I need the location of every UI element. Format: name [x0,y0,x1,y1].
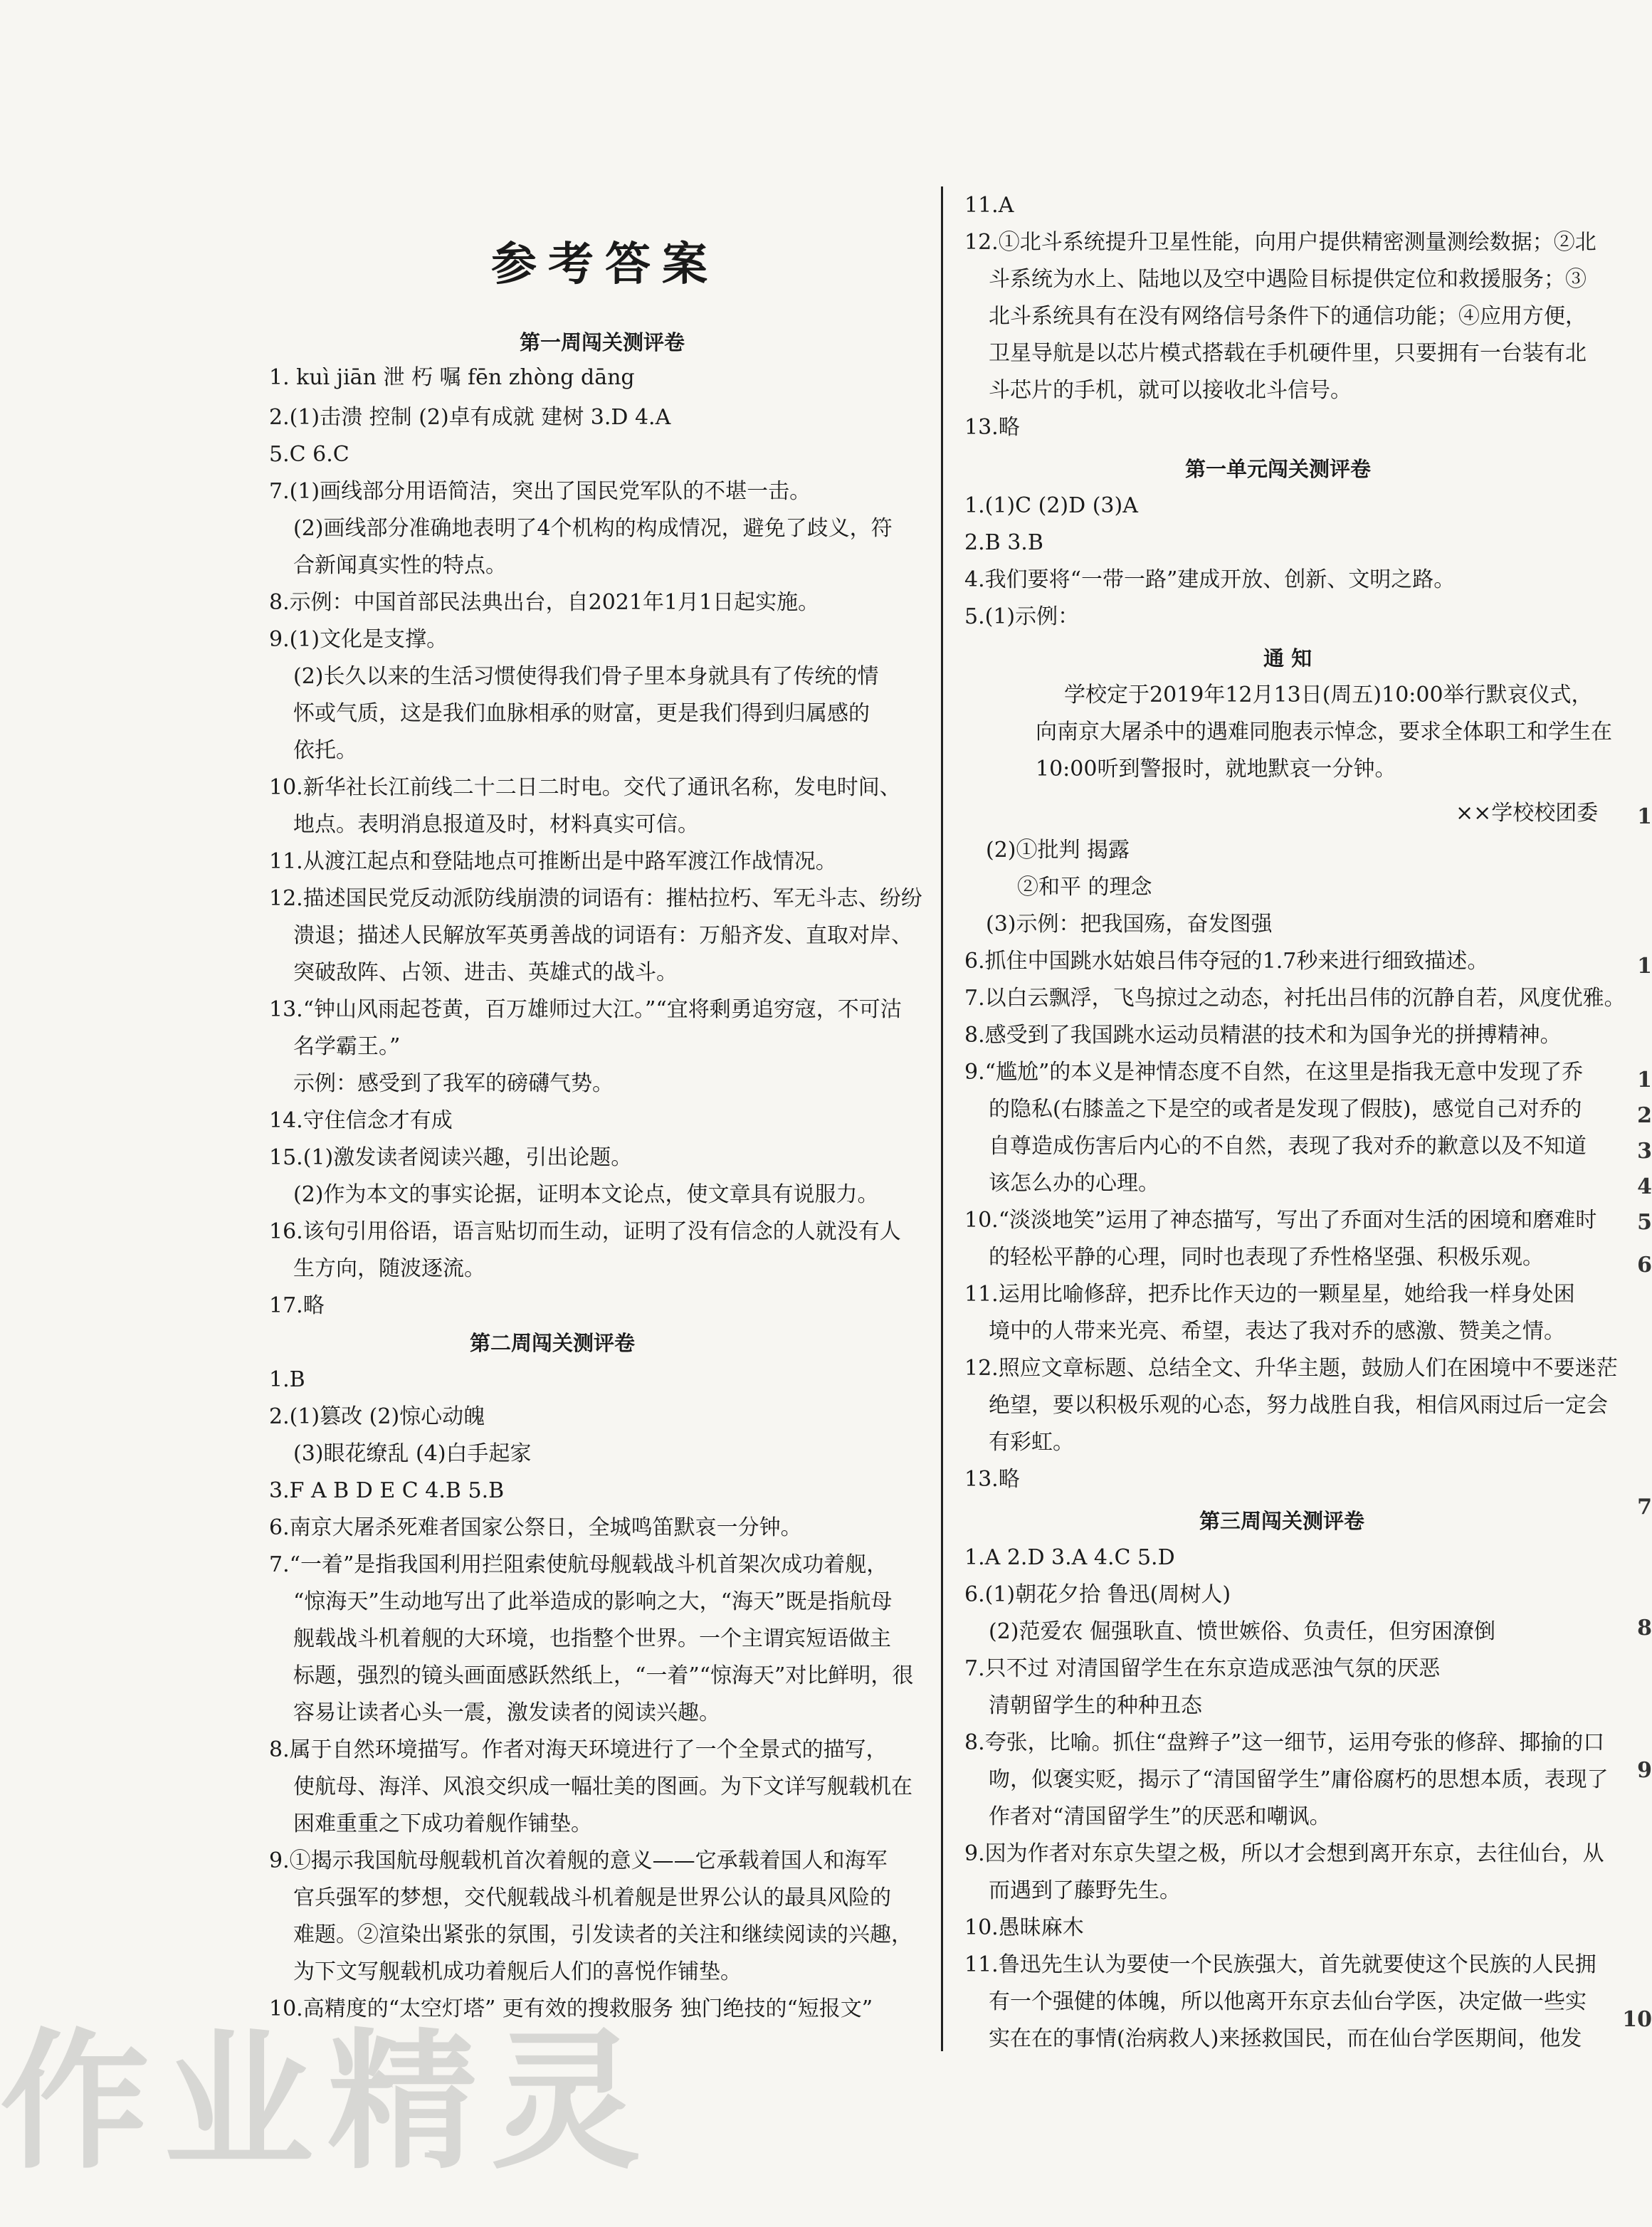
answer-line: 地点。表明消息报道及时，材料真实可信。 [293,812,699,837]
answer-line: “惊海天”生动地写出了此举造成的影响之大，“海天”既是指航母 [293,1589,893,1614]
answer-line: 合新闻真实性的特点。 [293,553,507,578]
answer-line: 有彩虹。 [989,1430,1074,1455]
answer-line: ××学校校团委 [1456,801,1599,826]
answer-line: 13.略 [964,1467,1020,1492]
section-heading: 第三周闯关测评卷 [1199,1509,1365,1533]
answer-line: 依托。 [293,738,357,763]
answer-line: 1.B [269,1367,305,1392]
edge-stub: 1 [1637,954,1652,979]
section-heading: 第一单元闯关测评卷 [1185,457,1372,481]
answer-line: 清朝留学生的种种丑态 [989,1693,1202,1718]
answer-line: 绝望，要以积极乐观的心态，努力战胜自我，相信风雨过后一定会 [989,1393,1608,1418]
answer-line: 9.因为作者对东京失望之极，所以才会想到离开东京，去往仙台，从 [964,1841,1604,1866]
answer-line: 5.C 6.C [269,442,349,467]
answer-line: 8.属于自然环境描写。作者对海天环境进行了一个全景式的描写， [269,1737,888,1762]
answer-line: (2)①批判 揭露 [986,838,1130,863]
answer-line: 11.运用比喻修辞，把乔比作天边的一颗星星，她给我一样身处困 [964,1282,1575,1307]
answer-line: 的隐私(右膝盖之下是空的或者是发现了假肢)，感觉自己对乔的 [989,1097,1582,1122]
answer-line: 13.略 [964,415,1020,440]
answer-line: 向南京大屠杀中的遇难同胞表示悼念，要求全体职工和学生在 [1036,720,1612,744]
answer-line: 2.(1)篡改 (2)惊心动魄 [269,1404,485,1429]
answer-line: 9.“尴尬”的本义是神情态度不自然，在这里是指我无意中发现了乔 [964,1060,1584,1085]
answer-line: 名学霸王。” [293,1034,401,1059]
answer-line: (2)长久以来的生活习惯使得我们骨子里本身就具有了传统的情 [293,664,879,689]
answer-line: 1.(1)C (2)D (3)A [964,493,1138,518]
answer-line: 自尊造成伤害后内心的不自然，表现了我对乔的歉意以及不知道 [989,1134,1587,1159]
answer-line: 13.“钟山风雨起苍黄，百万雄师过大江。”“宜将剩勇追穷寇，不可沽 [269,997,902,1022]
answer-line: 5.(1)示例： [964,604,1080,629]
edge-stub: 6 [1637,1253,1652,1278]
answer-line: 7.(1)画线部分用语简洁，突出了国民党军队的不堪一击。 [269,479,811,504]
answer-line: 突破敌阵、占领、进击、英雄式的战斗。 [293,960,678,985]
answer-line: 使航母、海洋、风浪交织成一幅壮美的图画。为下文详写舰载机在 [293,1774,912,1799]
answer-line: (3)眼花缭乱 (4)白手起家 [293,1441,532,1466]
answer-line: 为下文写舰载机成功着舰后人们的喜悦作铺垫。 [293,1959,742,1984]
answer-line: 17.略 [269,1293,325,1318]
answer-line: (2)作为本文的事实论据，证明本文论点，使文章具有说服力。 [293,1182,879,1207]
answer-line: 学校定于2019年12月13日(周五)10:00举行默哀仪式， [1064,683,1593,707]
answer-line: 7.“一着”是指我国利用拦阻索使航母舰载战斗机首架次成功着舰， [269,1552,888,1577]
answer-line: 生方向，随波逐流。 [293,1256,485,1281]
answer-line: ②和平 的理念 [1017,875,1152,900]
answer-line: 15.(1)激发读者阅读兴趣，引出论题。 [269,1145,633,1170]
answer-line: 11.鲁迅先生认为要使一个民族强大，首先就要使这个民族的人民拥 [964,1952,1596,1977]
edge-stub: 8 [1637,1616,1652,1641]
answer-line: 6.抓住中国跳水姑娘吕伟夺冠的1.7秒来进行细致描述。 [964,949,1489,974]
answer-line: 吻，似褒实贬，揭示了“清国留学生”庸俗腐朽的思想本质，表现了 [989,1767,1609,1792]
answer-line: 10:00听到警报时，就地默哀一分钟。 [1036,757,1396,781]
answer-line: 斗芯片的手机，就可以接收北斗信号。 [989,378,1352,403]
answer-line: 3.F A B D E C 4.B 5.B [269,1478,505,1503]
answer-line: 14.守住信念才有成 [269,1108,453,1133]
edge-stub: 4 [1637,1174,1652,1199]
edge-stub: 1 [1637,1068,1652,1093]
answer-line: 2.(1)击溃 控制 (2)卓有成就 建树 3.D 4.A [269,405,671,430]
answer-line: 1. kuì jiān 泄 朽 嘱 fēn zhòng dāng [269,365,635,390]
section-heading: 第一周闯关测评卷 [520,330,685,354]
answer-line: 该怎么办的心理。 [989,1171,1159,1196]
answer-line: 11.从渡江起点和登陆地点可推断出是中路军渡江作战情况。 [269,849,837,874]
answer-line: 7.以白云飘浮，飞鸟掠过之动态，衬托出吕伟的沉静自若，风度优雅。 [964,986,1626,1011]
answer-line: 难题。②渲染出紧张的氛围，引发读者的关注和继续阅读的兴趣， [293,1922,912,1947]
answer-line: 容易让读者心头一震，激发读者的阅读兴趣。 [293,1700,720,1725]
answer-line: (3)示例：把我国殇，奋发图强 [986,912,1273,937]
answer-line: 溃退；描述人民解放军英勇善战的词语有：万船齐发、直取对岸、 [293,923,912,948]
answer-line: 10.高精度的“太空灯塔” 更有效的搜救服务 独门绝技的“短报文” [269,1996,873,2021]
answer-line: 2.B 3.B [964,530,1043,555]
answer-line: 8.夸张，比喻。抓住“盘辫子”这一细节，运用夸张的修辞、揶揄的口 [964,1730,1605,1755]
answer-line: 困难重重之下成功着舰作铺垫。 [293,1811,592,1836]
answer-line: 16.该句引用俗语，语言贴切而生动，证明了没有信念的人就没有人 [269,1219,901,1244]
answer-line: 北斗系统具有在没有网络信号条件下的通信功能；④应用方便， [989,304,1587,329]
column-divider [941,186,943,2051]
answer-line: 9.(1)文化是支撑。 [269,627,448,652]
answer-line: 有一个强健的体魄，所以他离开东京去仙台学医，决定做一些实 [989,1989,1587,2014]
answer-line: (2)画线部分准确地表明了4个机构的构成情况，避免了歧义，符 [293,516,893,541]
answer-line: 境中的人带来光亮、希望，表达了我对乔的感激、赞美之情。 [989,1319,1565,1344]
section-heading: 第二周闯关测评卷 [470,1331,636,1355]
answer-line: 标题，强烈的镜头画面感跃然纸上，“一着”“惊海天”对比鲜明，很 [293,1663,914,1688]
edge-stub: 7 [1637,1495,1652,1520]
answer-line: 10.新华社长江前线二十二日二时电。交代了通讯名称，发电时间、 [269,775,901,800]
edge-stub: 1 [1637,804,1652,829]
edge-stub: 3 [1637,1139,1652,1164]
edge-stub: 2 [1637,1103,1652,1128]
answer-line: 官兵强军的梦想，交代舰载战斗机着舰是世界公认的最具风险的 [293,1885,891,1910]
answer-line: 作者对“清国留学生”的厌恶和嘲讽。 [989,1804,1331,1829]
page-title: 参考答案 [491,238,719,291]
answer-line: 实在在的事情(治病救人)来拯救国民，而在仙台学医期间，他发 [989,2026,1582,2051]
answer-line: 6.南京大屠杀死难者国家公祭日，全城鸣笛默哀一分钟。 [269,1515,802,1540]
watermark-text: 作业精灵 [0,2015,656,2189]
answer-line: 4.我们要将“一带一路”建成开放、创新、文明之路。 [964,567,1456,592]
answer-line: 12.照应文章标题、总结全文、升华主题，鼓励人们在困境中不要迷茫 [964,1356,1618,1381]
answer-line: 舰载战斗机着舰的大环境，也指整个世界。一个主谓宾短语做主 [293,1626,891,1651]
answer-line: 10.愚昧麻木 [964,1915,1084,1940]
answer-line: 8.示例：中国首部民法典出台，自2021年1月1日起实施。 [269,590,820,615]
answer-line: 11.A [964,193,1014,218]
section-heading: 通 知 [1263,646,1312,670]
edge-stub: 10 [1622,2007,1652,2032]
answer-line: (2)范爱农 倔强耿直、愤世嫉俗、负责任，但穷困潦倒 [989,1619,1496,1644]
answer-line: 6.(1)朝花夕拾 鲁迅(周树人) [964,1582,1231,1607]
answer-line: 而遇到了藤野先生。 [989,1878,1181,1903]
answer-line: 9.①揭示我国航母舰载机首次着舰的意义——它承载着国人和海军 [269,1848,888,1873]
answer-line: 1.A 2.D 3.A 4.C 5.D [964,1545,1175,1570]
answer-line: 斗系统为水上、陆地以及空中遇险目标提供定位和救援服务；③ [989,267,1587,292]
answer-line: 示例：感受到了我军的磅礴气势。 [293,1071,614,1096]
answer-line: 的轻松平静的心理，同时也表现了乔性格坚强、积极乐观。 [989,1245,1544,1270]
answer-line: 怀或气质，这是我们血脉相承的财富，更是我们得到归属感的 [293,701,870,726]
answer-line: 12.①北斗系统提升卫星性能，向用户提供精密测量测绘数据；②北 [964,230,1596,255]
answer-line: 12.描述国民党反动派防线崩溃的词语有：摧枯拉朽、军无斗志、纷纷 [269,886,922,911]
edge-stub: 5 [1637,1210,1652,1235]
answer-line: 10.“淡淡地笑”运用了神态描写，写出了乔面对生活的困境和磨难时 [964,1208,1597,1233]
edge-stub: 9 [1637,1758,1652,1783]
answer-line: 7.只不过 对清国留学生在东京造成恶浊气氛的厌恶 [964,1656,1441,1681]
answer-line: 8.感受到了我国跳水运动员精湛的技术和为国争光的拼搏精神。 [964,1023,1562,1048]
answer-line: 卫星导航是以芯片模式搭载在手机硬件里，只要拥有一台装有北 [989,341,1587,366]
